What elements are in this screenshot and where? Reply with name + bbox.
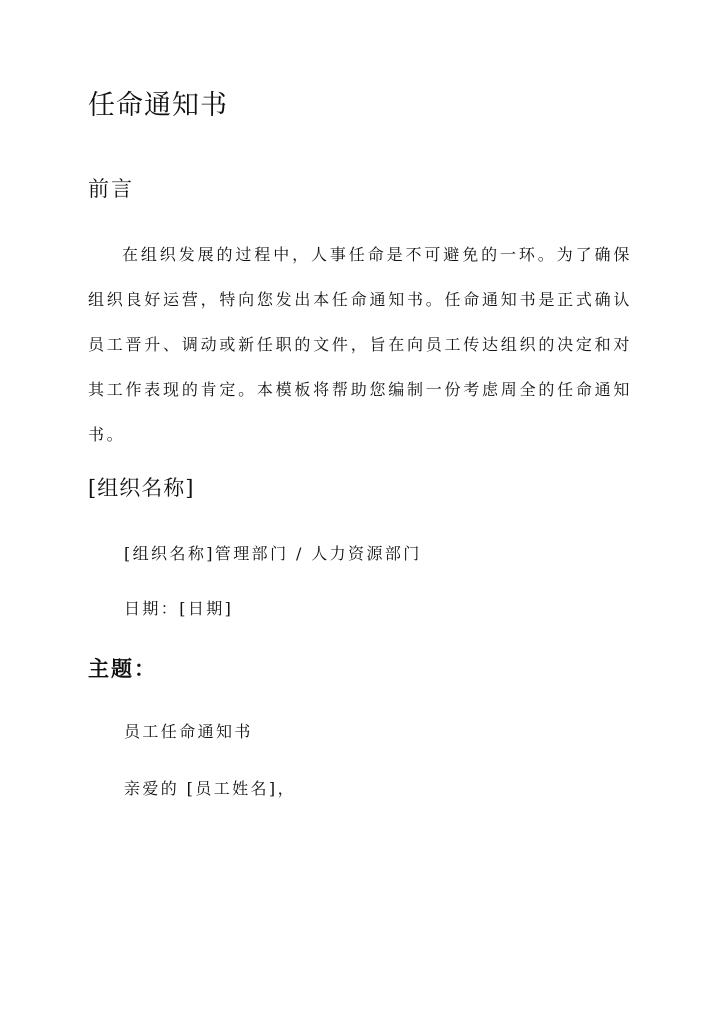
subject-heading: 主题：	[88, 656, 157, 681]
date-line: 日期：[日期]	[124, 599, 234, 618]
greeting-line: 亲爱的 [员工姓名]，	[124, 779, 296, 798]
organization-heading: [组织名称]	[88, 476, 195, 500]
document-title: 任命通知书	[88, 90, 228, 121]
preface-paragraph: 在组织发展的过程中，人事任命是不可避免的一环。为了确保组织良好运营，特向您发出本任命通知书。任命通知书是正式确认员工晋升、调动或新任职的文件，旨在向员工传达组织的决定和对其工作表现的肯定。本模板将帮助您编制一份考虑周全的任命通知书。	[88, 245, 632, 444]
subject-text: 员工任命通知书	[124, 722, 253, 741]
department-line: [组织名称]管理部门 / 人力资源部门	[124, 544, 422, 563]
preface-heading: 前言	[88, 177, 134, 201]
